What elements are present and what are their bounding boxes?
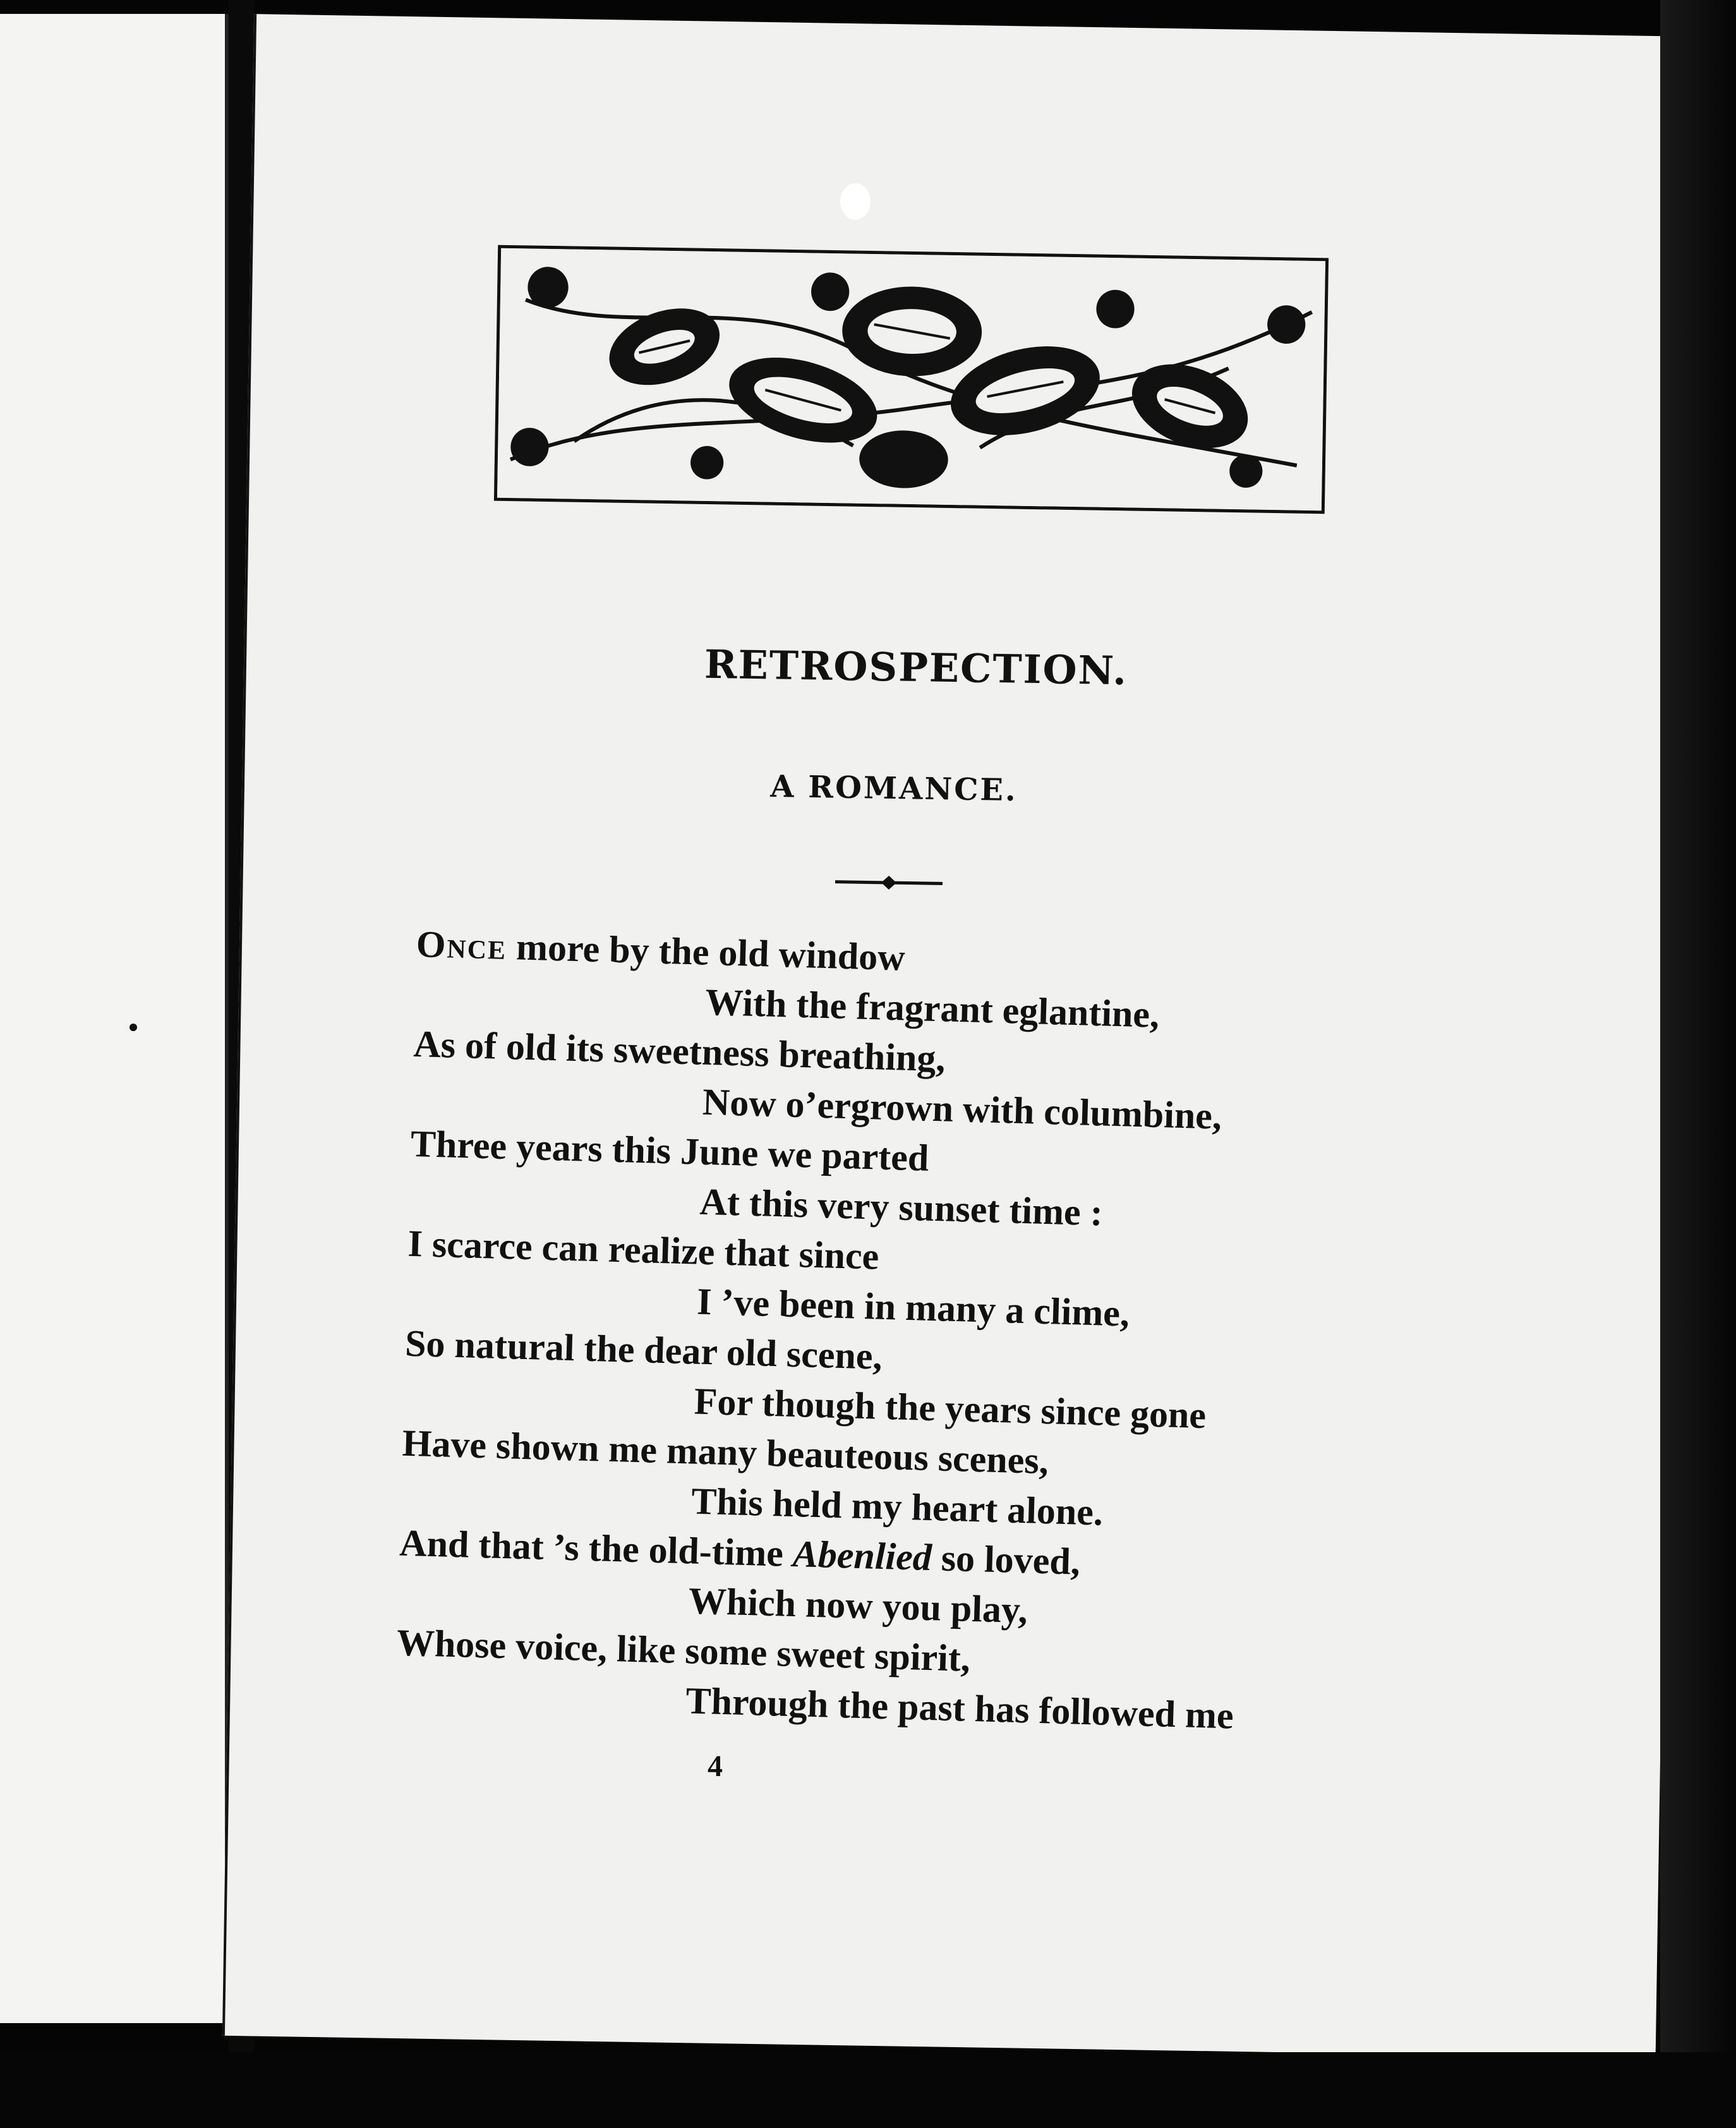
poem-line: Once more by the old window — [415, 922, 906, 979]
poem-line: At this very sunset time : — [699, 1180, 1104, 1234]
page-title: RETROSPECTION. — [704, 641, 1128, 694]
poem-lead-word: Once — [415, 922, 508, 967]
italic-word: Abenlied — [792, 1533, 932, 1579]
page-number: 4 — [708, 1750, 723, 1783]
poem-line: Now o’ergrown with columbine, — [702, 1080, 1222, 1137]
diamond-rule-icon — [835, 873, 943, 893]
poem-line: And that ’s the old-time Abenlied so loved, — [399, 1521, 1081, 1583]
scan-bottom-edge — [0, 2052, 1736, 2128]
scan-dot — [130, 1024, 137, 1031]
page-edge — [1660, 0, 1736, 2128]
poem-line: This held my heart alone. — [690, 1480, 1104, 1533]
poem-line: As of old its sweetness breathing, — [413, 1022, 946, 1080]
poem-body — [395, 919, 1352, 1744]
floral-ornament-icon — [494, 245, 1329, 514]
facing-page — [0, 14, 229, 2023]
poem-line: Through the past has followed me — [685, 1679, 1234, 1737]
poem-line: So natural the dear old scene, — [404, 1322, 883, 1377]
poem-line: Three years this June we parted — [410, 1122, 930, 1179]
scan-speck — [840, 183, 871, 220]
poem-line: I scarce can realize that since — [407, 1222, 880, 1278]
page-subtitle: A ROMANCE. — [769, 768, 1018, 809]
poem-line: With the fragrant eglantine, — [704, 981, 1160, 1036]
poem-line: Which now you play, — [688, 1580, 1028, 1631]
poem-line: I ’ve been in many a clime, — [696, 1280, 1130, 1334]
poem-line: For though the years since gone — [693, 1380, 1207, 1437]
poem-line: Whose voice, like some sweet spirit, — [396, 1621, 971, 1679]
poem-line: Have shown me many beauteous scenes, — [401, 1422, 1049, 1482]
